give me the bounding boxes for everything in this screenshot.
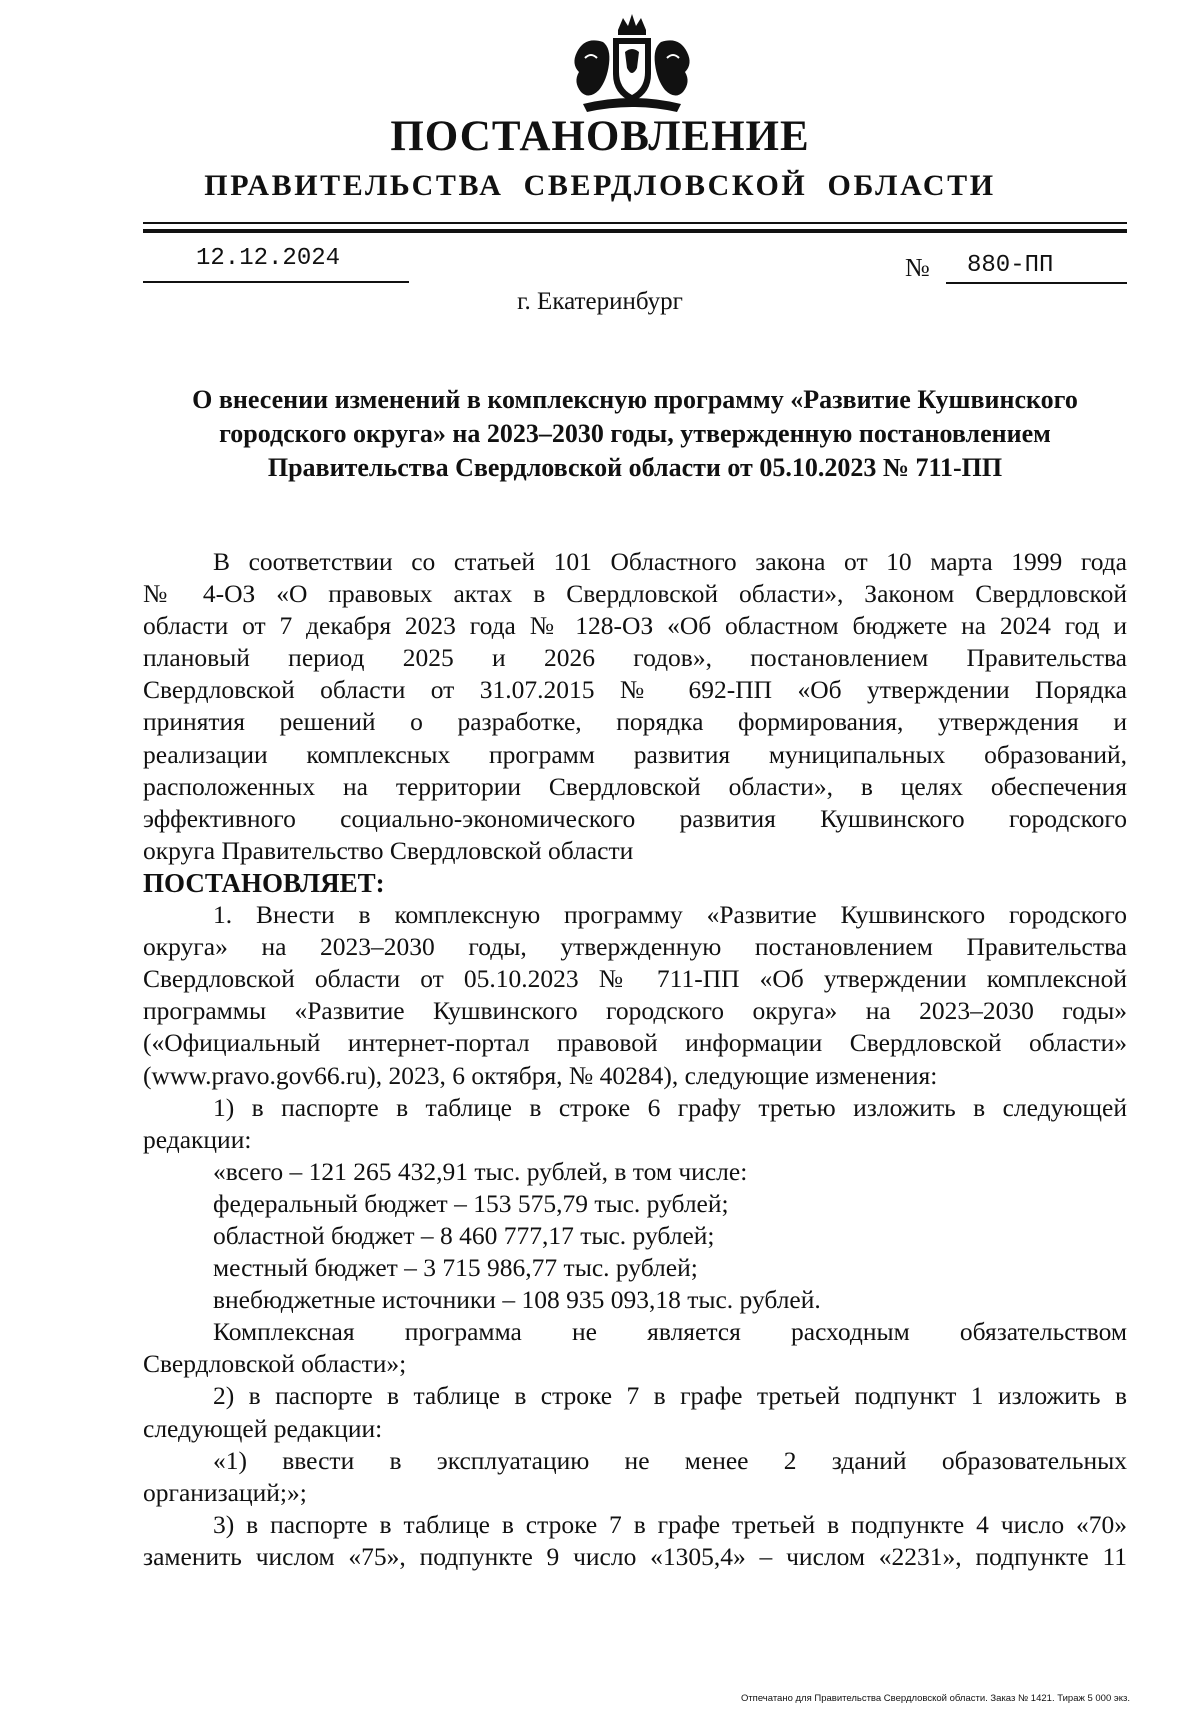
budget-line: внебюджетные источники – 108 935 093,18 тыс. рублей. [213,1285,821,1315]
body-line: организаций;»; [143,1477,307,1507]
number-sign: № [905,253,930,282]
budget-line: областной бюджет – 8 460 777,17 тыс. рублей; [213,1220,715,1250]
body-line: следующей редакции: [143,1413,383,1443]
header-rule-thin [143,222,1127,224]
body-line: расположенных на территории Свердловской области», в целях обеспечения [143,771,1127,801]
document-number: 880-ПП [967,252,1054,279]
document-type-title: ПОСТАНОВЛЕНИЕ [390,113,810,160]
body-line: Свердловской области от 31.07.2015 № 692-ПП «Об утверждении Порядка [143,675,1127,705]
subject-line: Правительства Свердловской области от 05.10.2023 № 711-ПП [267,453,1003,482]
body-line: (www.pravo.gov66.ru), 2023, 6 октября, № 40284), следующие изменения: [143,1060,938,1090]
body-line: Свердловской области»; [143,1349,407,1379]
document-date: 12.12.2024 [196,245,341,272]
body-line: № 4-ОЗ «О правовых актах в Свердловской области», Законом Свердловской [143,579,1127,609]
body-line: («Официальный интернет-портал правовой информации Свердловской области» [143,1028,1127,1058]
budget-line: местный бюджет – 3 715 986,77 тыс. рублей; [213,1253,698,1283]
body-line: эффективного социально-экономического развития Кушвинского городского [143,803,1127,833]
body-line: 1) в паспорте в таблице в строке 6 графу третью изложить в следующей [213,1092,1127,1122]
body-line: Комплексная программа не является расходным обязательством [213,1317,1127,1347]
budget-line: федеральный бюджет – 153 575,79 тыс. рублей; [213,1188,729,1218]
issuing-authority: ПРАВИТЕЛЬСТВА СВЕРДЛОВСКОЙ ОБЛАСТИ [204,169,996,202]
body-line: принятия решений о разработке, порядка формирования, утверждения и [143,707,1127,737]
body-line: 3) в паспорте в таблице в строке 7 в графе третьей в подпункте 4 число «70» [213,1509,1127,1539]
body-line: плановый период 2025 и 2026 годов», постановлением Правительства [143,643,1127,673]
document-subject [143,383,1127,485]
body-line: В соответствии со статьей 101 Областного закона от 10 марта 1999 года [213,547,1127,576]
body-line: 2) в паспорте в таблице в строке 7 в графе третьей подпункт 1 изложить в [213,1381,1127,1411]
document-body [143,546,1127,1573]
body-line: области от 7 декабря 2023 года № 128-ОЗ «Об областном бюджете на 2024 год и [143,611,1127,641]
number-underline [946,282,1127,284]
city: г. Екатеринбург [517,288,683,315]
header-rule-thick [143,229,1127,233]
body-line: программы «Развитие Кушвинского городского округа» на 2023–2030 годы» [143,996,1127,1026]
subject-line: О внесении изменений в комплексную программу «Развитие Кушвинского [192,385,1078,414]
body-line: редакции: [143,1124,252,1154]
body-line: округа Правительство Свердловской области [143,835,634,865]
subject-line: городского округа» на 2023–2030 годы, утвержденную постановлением [219,419,1051,448]
date-underline [143,281,409,283]
decree-word: ПОСТАНОВЛЯЕТ: [143,867,385,898]
body-line: 1. Внести в комплексную программу «Развитие Кушвинского городского [213,900,1127,930]
sverdlovsk-coat-of-arms-icon [563,8,701,120]
budget-line: «всего – 121 265 432,91 тыс. рублей, в том числе: [213,1156,748,1186]
body-line: реализации комплексных программ развития муниципальных образований, [143,739,1127,769]
body-line: заменить числом «75», подпункте 9 число «1305,4» – числом «2231», подпункте 11 [143,1541,1127,1571]
body-line: Свердловской области от 05.10.2023 № 711-ПП «Об утверждении комплексной [143,964,1127,994]
body-line: «1) ввести в эксплуатацию не менее 2 зданий образовательных [213,1445,1127,1475]
body-line: округа» на 2023–2030 годы, утвержденную постановлением Правительства [143,932,1127,962]
print-imprint: Отпечатано для Правительства Свердловской области. Заказ № 1421. Тираж 5 000 экз. [740,1693,1130,1704]
